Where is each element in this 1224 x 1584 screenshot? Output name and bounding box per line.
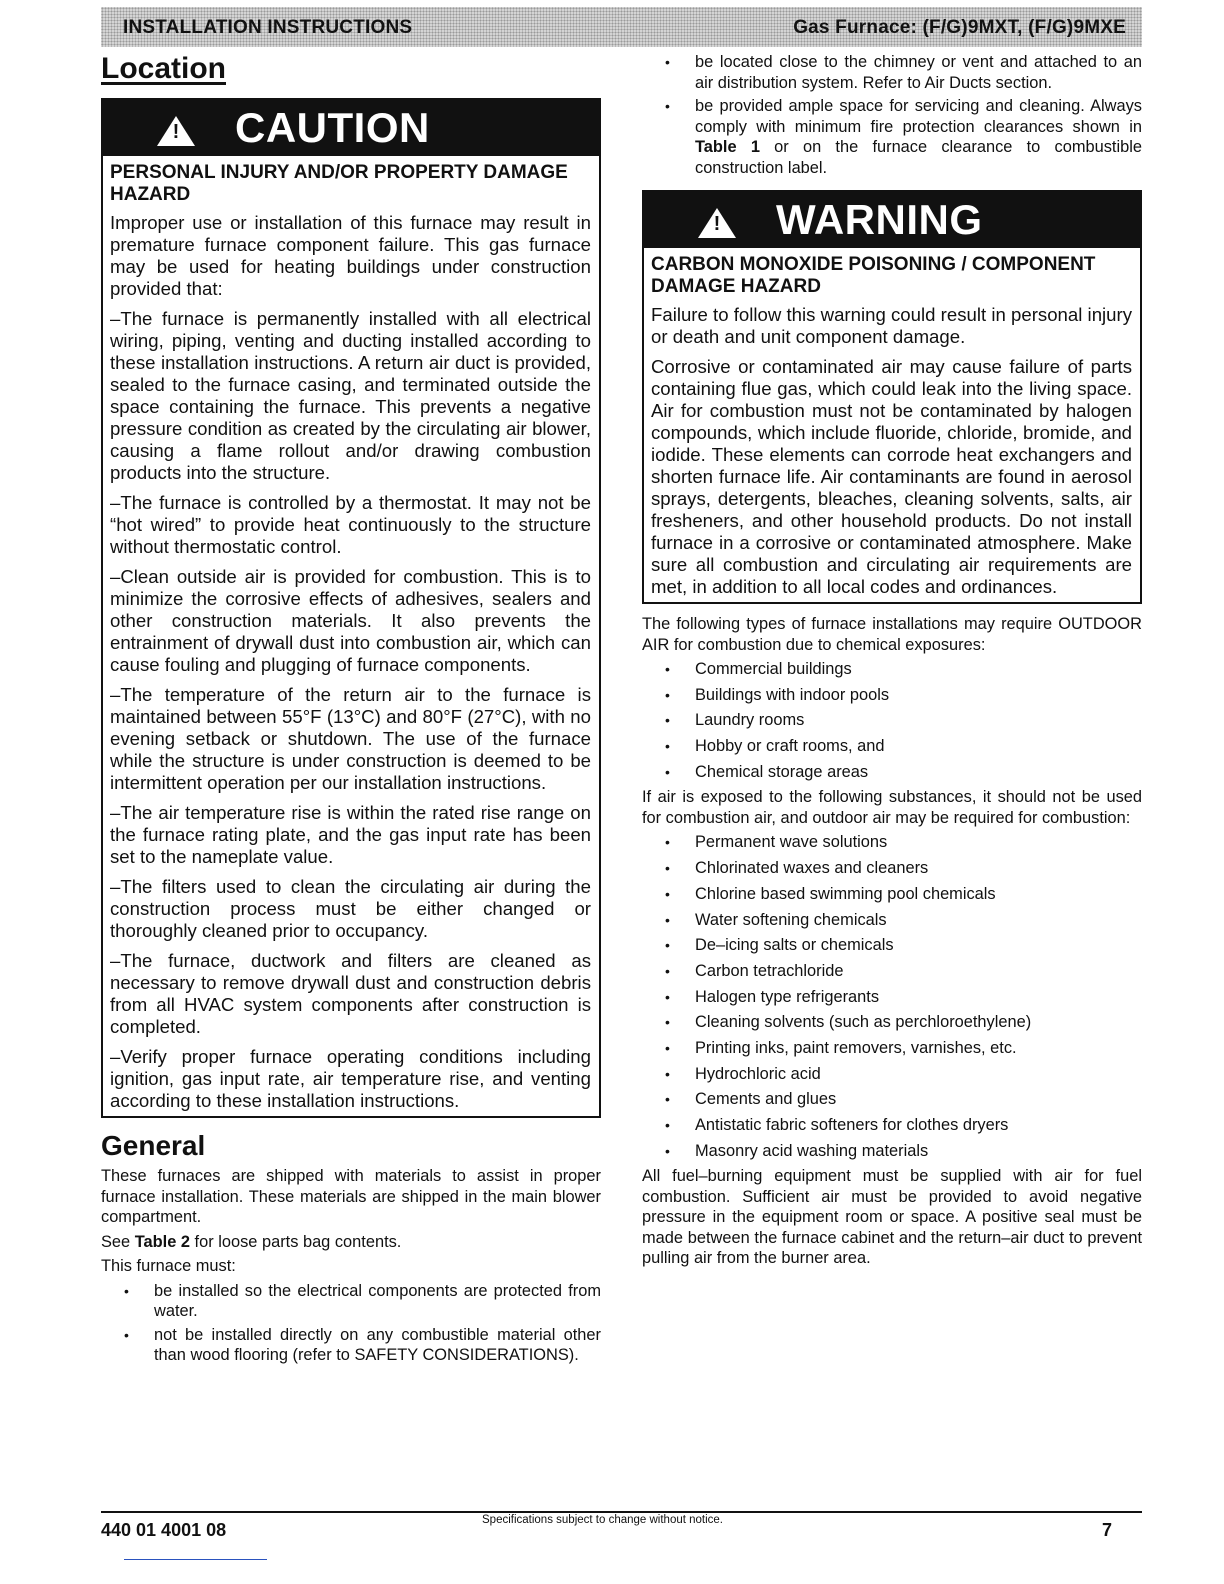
caution-word: CAUTION <box>235 104 430 151</box>
list-item: • Water softening chemicals <box>642 910 1142 931</box>
table-2-reference[interactable]: Table 2 <box>134 1232 190 1251</box>
list-item: • Cleaning solvents (such as perchloroethylene) <box>642 1012 1142 1033</box>
table-1-reference[interactable]: Table 1 <box>695 138 760 156</box>
list-item: • Hobby or craft rooms, and <box>642 736 1142 757</box>
warning-triangle-icon <box>157 116 195 146</box>
caution-paragraph: –The filters used to clean the circulating air during the construction process must be either changed or thoroughly cleaned prior to occupancy. <box>110 876 591 941</box>
caution-paragraph: –The temperature of the return air to the furnace is maintained between 55°F (13°C) and 80°F (27°C), with no evening setback or shutdown. The use of the furnace while the structure is under construction is deemed to be intermittent operation per our installation instructions. <box>110 684 591 793</box>
warning-title: CARBON MONOXIDE POISONING / COMPONENT DAMAGE HAZARD <box>651 254 1096 297</box>
outdoor-air-list <box>642 659 1142 782</box>
warning-banner <box>644 192 1140 248</box>
list-item: • Permanent wave solutions <box>642 832 1142 853</box>
furnace-must-label: This furnace must: <box>101 1257 236 1275</box>
bullet-text: or on the furnace clearance to combustible construction label. <box>695 138 1142 177</box>
list-item: • Hydrochloric acid <box>642 1064 1142 1085</box>
warning-body <box>644 248 1140 602</box>
outdoor-air-intro: The following types of furnace installations may require OUTDOOR AIR for combustion due to chemical exposures: <box>642 615 1142 654</box>
warning-paragraph: Corrosive or contaminated air may cause failure of parts containing flue gas, which could leak into the living space. Air for combustion must not be contaminated by halogen compounds, which include fluoride, chloride, bromide, and iodide. These elements can corrode heat exchangers and shorten furnace life. Air contaminants are found in aerosol sprays, detergents, bleaches, cleaning solvents, salts, air fresheners, and other household products. Do not install furnace in a corrosive or contaminated atmosphere. Make sure all combustion and circulating air requirements are met, in addition to all local codes and ordinances. <box>651 356 1132 597</box>
see-prefix: See <box>101 1232 135 1251</box>
list-item: • Laundry rooms <box>642 710 1142 731</box>
caution-body <box>103 156 599 1116</box>
warning-word: WARNING <box>776 196 983 243</box>
footer-divider <box>101 1511 1142 1513</box>
substances-intro: If air is exposed to the following substances, it should not be used for combustion air, and outdoor air may be required for combustion: <box>642 788 1142 827</box>
caution-banner <box>103 100 599 156</box>
list-item: • not be installed directly on any combustible material other than wood flooring (refer to SAFETY CONSIDERATIONS). <box>101 1325 601 1366</box>
header-model: Gas Furnace: (F/G)9MXT, (F/G)9MXE <box>793 17 1126 38</box>
list-item: • Chlorine based swimming pool chemicals <box>642 884 1142 905</box>
list-item: • Chlorinated waxes and cleaners <box>642 858 1142 879</box>
list-item: • be installed so the electrical components are protected from water. <box>101 1281 601 1322</box>
location-heading: Location <box>101 52 226 85</box>
list-item: • Chemical storage areas <box>642 762 1142 783</box>
warning-paragraph: Failure to follow this warning could result in personal injury or death and unit component damage. <box>651 304 1132 347</box>
list-item: • Cements and glues <box>642 1089 1142 1110</box>
caution-paragraph: –The furnace is permanently installed with all electrical wiring, piping, venting and ducting installed according to these installation instructions. A return air duct is provided, sealed to the furnace casing, and terminated outside the space containing the furnace. This prevents a negative pressure condition as created by the circulating air blower, causing a flame rollout and/or drawing combustion products into the structure. <box>110 308 591 483</box>
page-header <box>101 7 1142 47</box>
link-underline <box>124 1559 267 1560</box>
caution-box <box>101 98 601 1118</box>
bullet-text: be provided ample space for servicing and cleaning. Always comply with minimum fire protection clearances shown in <box>695 97 1142 136</box>
list-item: • Commercial buildings <box>642 659 1142 680</box>
caution-paragraph: –Verify proper furnace operating conditions including ignition, gas input rate, air temperature rise, and venting according to these installation instructions. <box>110 1046 591 1111</box>
list-item: • Carbon tetrachloride <box>642 961 1142 982</box>
substances-list <box>642 832 1142 1161</box>
caution-title: PERSONAL INJURY AND/OR PROPERTY DAMAGE HAZARD <box>110 162 568 205</box>
warning-box <box>642 190 1142 604</box>
list-item: • Antistatic fabric softeners for clothes dryers <box>642 1115 1142 1136</box>
furnace-must-list <box>101 1281 601 1366</box>
page-number: 7 <box>1102 1520 1113 1540</box>
see-table-note <box>101 1232 601 1253</box>
list-item: • Buildings with indoor pools <box>642 685 1142 706</box>
general-heading: General <box>101 1130 206 1161</box>
furnace-must-list-continued <box>642 52 1142 178</box>
see-suffix: for loose parts bag contents. <box>189 1232 402 1251</box>
warning-triangle-icon <box>698 208 736 238</box>
list-item <box>642 96 1142 178</box>
general-intro: These furnaces are shipped with materials to assist in proper furnace installation. These materials are shipped in the main blower compartment. <box>101 1167 601 1226</box>
caution-paragraph: –The furnace, ductwork and filters are cleaned as necessary to remove drywall dust and construction debris from all HVAC system components after construction is completed. <box>110 950 591 1037</box>
caution-paragraph: –The air temperature rise is within the rated rise range on the furnace rating plate, and the gas input rate has been set to the nameplate value. <box>110 802 591 867</box>
exclamation-mark: ! <box>713 213 721 235</box>
combustion-air-paragraph: All fuel–burning equipment must be supplied with air for fuel combustion. Sufficient air must be provided to avoid negative pressure in the equipment room or space. A positive seal must be made between the furnace cabinet and the return–air duct to prevent pulling air from the burner area. <box>642 1167 1142 1268</box>
list-item: • Masonry acid washing materials <box>642 1141 1142 1162</box>
exclamation-mark: ! <box>172 121 180 143</box>
list-item: • Halogen type refrigerants <box>642 987 1142 1008</box>
header-title: INSTALLATION INSTRUCTIONS <box>123 17 413 38</box>
caution-paragraph: –The furnace is controlled by a thermostat. It may not be “hot wired” to provide heat continuously to the structure without thermostatic control. <box>110 492 591 557</box>
right-column <box>642 52 1142 1273</box>
list-item: • Printing inks, paint removers, varnishes, etc. <box>642 1038 1142 1059</box>
caution-paragraph: Improper use or installation of this furnace may result in premature furnace component failure. This gas furnace may be used for heating buildings under construction provided that: <box>110 212 591 299</box>
left-column <box>101 50 601 1369</box>
caution-paragraph: –Clean outside air is provided for combustion. This is to minimize the corrosive effects of adhesives, sealers and other construction materials. It also prevents the entrainment of drywall dust into combustion air, which can cause fouling and plugging of furnace components. <box>110 566 591 675</box>
list-item: • be located close to the chimney or vent and attached to an air distribution system. Refer to Air Ducts section. <box>642 52 1142 93</box>
document-number: 440 01 4001 08 <box>101 1520 227 1540</box>
specifications-notice: Specifications subject to change without notice. <box>482 1514 724 1526</box>
list-item: • De–icing salts or chemicals <box>642 935 1142 956</box>
